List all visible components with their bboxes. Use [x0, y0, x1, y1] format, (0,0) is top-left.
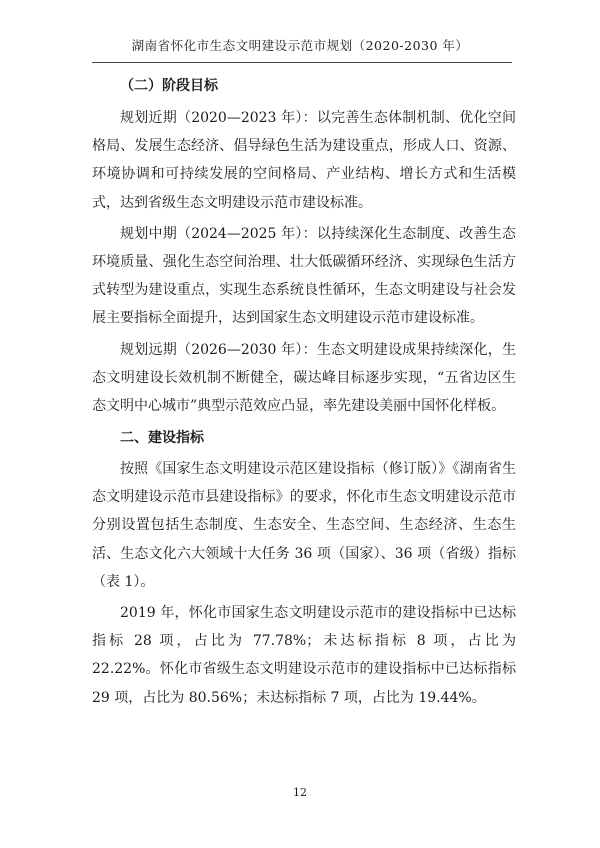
mid-term-paragraph: 规划中期（2024—2025 年）：以持续深化生态制度、改善生态环境质量、强化生态空间治理、壮大低碳循环经济、实现绿色生活方式转型为建设重点，实现生态系统良性循环，生态文明建设与社会发展主要指标全面提升，达到国家生态文明建设示范市建设标准。	[92, 225, 516, 327]
construction-indicators-section	[92, 428, 516, 712]
stage-goals-section	[92, 76, 516, 420]
header-divider	[92, 62, 512, 63]
indicator-status-paragraph: 2019 年，怀化市国家生态文明建设示范市的建设指标中已达标指标 28 项，占比为 77.78%；未达标指标 8 项，占比为 22.22%。怀化市省级生态文明建设示范市的建设指标中已达标指标 29 项，占比为 80.56%；未达标指标 7 项，占比为 19.44%。	[92, 605, 516, 706]
running-header: 湖南省怀化市生态文明建设示范市规划（2020-2030 年）	[131, 38, 469, 53]
near-term-paragraph: 规划近期（2020—2023 年）：以完善生态体制机制、优化空间格局、发展生态经济、倡导绿色生活为建设重点，形成人口、资源、环境协调和可持续发展的空间格局、产业结构、增长方式和生活模式，达到省级生态文明建设示范市建设标准。	[92, 110, 516, 211]
page-number: 12	[293, 786, 307, 799]
long-term-paragraph: 规划远期（2026—2030 年）：生态文明建设成果持续深化，生态文明建设长效机制不断健全，碳达峰目标逐步实现，“五省边区生态文明中心城市”典型示范效应凸显，率先建设美丽中国怀化样板。	[92, 341, 516, 415]
construction-indicators-heading: 二、建设指标	[120, 430, 204, 446]
indicator-standards-paragraph: 按照《国家生态文明建设示范区建设指标（修订版）》《湖南省生态文明建设示范市县建设指标》的要求，怀化市生态文明建设示范市分别设置包括生态制度、生态安全、生态空间、生态经济、生态生活、生态文化六大领域十大任务 36 项（国家）、36 项（省级）指标（表 1）。	[92, 461, 516, 590]
stage-goals-heading: （二）阶段目标	[120, 78, 218, 94]
